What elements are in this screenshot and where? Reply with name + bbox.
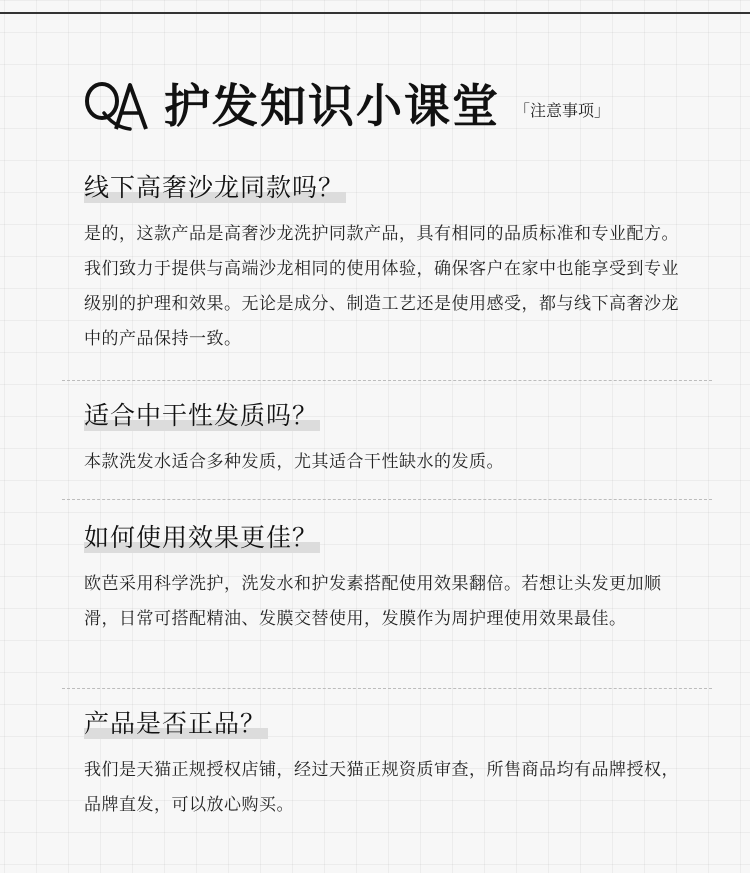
qa-logo-icon	[80, 71, 150, 141]
faq-question: 适合中干性发质吗？	[84, 401, 319, 430]
faq-item	[84, 524, 684, 637]
page-header	[80, 66, 610, 146]
faq-answer: 是的，这款产品是高奢沙龙洗护同款产品，具有相同的品质标准和专业配方。我们致力于提供与高端沙龙相同的使用体验，确保客户在家中也能享受到专业级别的护理和效果。无论是成分、制造工艺还是使用感受，都与线下高奢沙龙中的产品保持一致。	[84, 223, 679, 349]
top-rule	[0, 12, 750, 14]
faq-question: 产品是否正品？	[84, 709, 267, 738]
faq-item	[84, 402, 684, 480]
faq-item	[84, 174, 684, 357]
title-note: 「注意事项」	[514, 100, 611, 120]
faq-question: 线下高奢沙龙同款吗？	[84, 173, 345, 202]
page-title: 护发知识小课堂	[164, 79, 500, 133]
faq-question: 如何使用效果更佳？	[84, 523, 319, 552]
section-divider	[62, 499, 712, 500]
faq-answer: 欧芭采用科学洗护，洗发水和护发素搭配使用效果翻倍。若想让头发更加顺滑，日常可搭配精油、发膜交替使用，发膜作为周护理使用效果最佳。	[84, 573, 662, 629]
faq-answer: 我们是天猫正规授权店铺，经过天猫正规资质审查，所售商品均有品牌授权，品牌直发，可以放心购买。	[84, 759, 679, 815]
section-divider	[62, 688, 712, 689]
faq-item	[84, 710, 684, 823]
faq-answer: 本款洗发水适合多种发质，尤其适合干性缺水的发质。	[84, 451, 504, 472]
section-divider	[62, 380, 712, 381]
